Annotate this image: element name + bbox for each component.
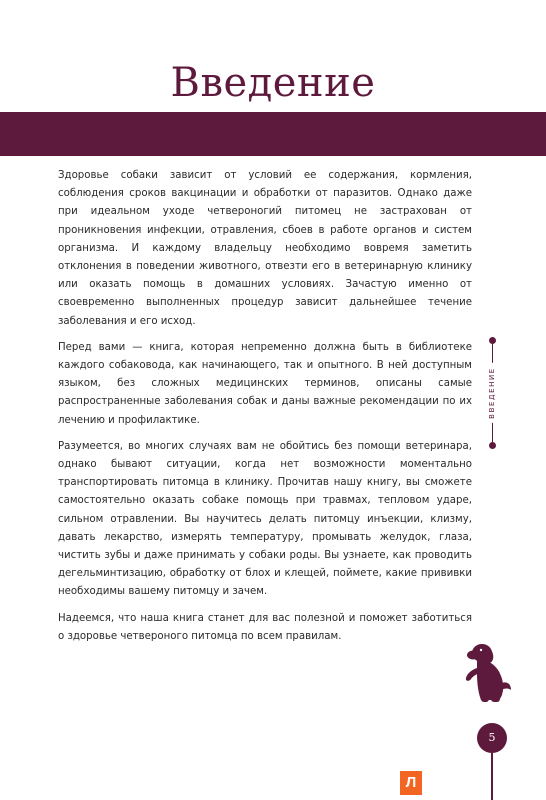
page-title: Введение bbox=[170, 60, 376, 106]
section-label: ВВЕДЕНИЕ bbox=[488, 363, 496, 423]
page-number: 5 bbox=[477, 723, 507, 753]
publisher-logo-icon bbox=[400, 771, 422, 795]
paragraph: Надеемся, что наша книга станет для вас полезной и поможет заботиться о здоровье четвероного питомца по всем правилам. bbox=[58, 612, 472, 642]
paragraph: Разумеется, во многих случаях вам не обойтись без помощи ветеринара, однако бывают ситуации, когда нет возможности моментально транспортировать питомца в клинику. Прочитав нашу книгу, вы сможете самостоятельно оказать собаке помощь при травмах, тепловом ударе, сильном отравлении. Вы научитесь делать питомцу инъекции, клизму, давать лекарство, измерять температуру, промывать желудок, глаза, чистить зубы и даже принимать у собаки роды. Вы узнаете, как проводить дегельминтизацию, обработку от блох и клещей, поймете, какие прививки необходимы вашему питомцу и зачем. bbox=[58, 440, 472, 598]
bottom-rule bbox=[491, 753, 493, 800]
main-text bbox=[58, 167, 472, 654]
side-rule-dot-bottom bbox=[489, 442, 496, 449]
paragraph: Перед вами — книга, которая непременно должна быть в библиотеке каждого собаковода, как начинающего, так и опытного. В ней доступным языком, без сложных медицинских терминов, описаны самые распространенные заболевания собак и даны важные рекомендации по их лечению и профилактике. bbox=[58, 341, 472, 426]
title-band bbox=[0, 112, 546, 156]
dog-silhouette-icon bbox=[463, 640, 513, 704]
side-rule-dot-top bbox=[489, 337, 496, 344]
paragraph: Здоровье собаки зависит от условий ее содержания, кормления, соблюдения сроков вакцинации и обработки от паразитов. Однако даже при идеальном уходе четвероногий питомец не застрахован от проникновения инфекции, отравления, сбоев в работе органов и систем организма. И каждому владельцу необходимо вовремя заметить отклонения в поведении животного, отвезти его в ветеринарную клинику или оказать помощь в домашних условиях. Зачастую именно от своевременно выполненных процедур зависит дальнейшее течение заболевания и его исход. bbox=[58, 170, 472, 327]
logo-letter: Л bbox=[405, 774, 417, 791]
